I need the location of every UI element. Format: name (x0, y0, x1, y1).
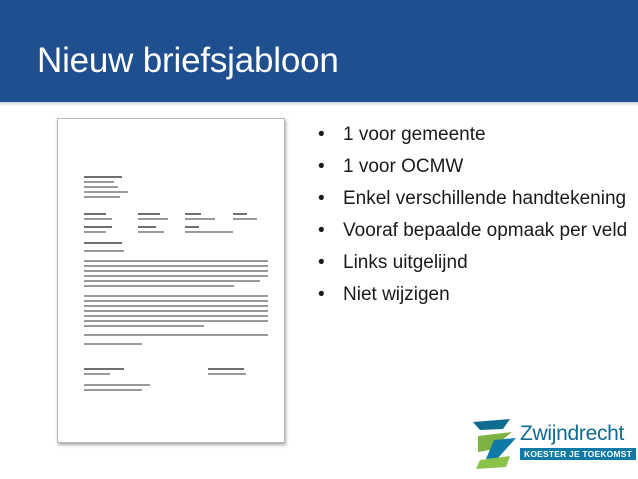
bullet-item (315, 219, 630, 243)
bullet-dot: • (318, 252, 325, 273)
logo-name: Zwijndrecht (520, 422, 625, 445)
bullet-item (315, 155, 630, 179)
bullet-text: Enkel verschillende handtekening (343, 188, 627, 209)
letter-template-thumbnail (57, 118, 285, 443)
bullet-dot: • (318, 188, 325, 209)
bullet-item (315, 123, 630, 147)
bullet-item (315, 251, 630, 275)
title-bar (0, 0, 638, 102)
bullet-dot: • (318, 124, 325, 145)
slide-title: Nieuw briefsjabloon (37, 41, 339, 80)
title-bar-shadow (0, 102, 638, 106)
bullet-text: 1 voor OCMW (343, 156, 464, 177)
bullet-text: Links uitgelijnd (343, 252, 468, 273)
bullet-dot: • (318, 156, 325, 177)
bullet-list (315, 123, 630, 315)
bullet-text: 1 voor gemeente (343, 124, 486, 145)
bullet-text: Niet wijzigen (343, 284, 450, 305)
bullet-dot: • (318, 284, 325, 305)
zwijndrecht-logo (470, 416, 633, 472)
bullet-dot: • (318, 220, 325, 241)
bullet-item (315, 187, 630, 211)
bullet-text: Vooraf bepaalde opmaak per veld (343, 220, 628, 241)
logo-slogan: KOESTER JE TOEKOMST (520, 448, 636, 460)
logo-mark-icon (470, 416, 518, 470)
bullet-item (315, 283, 630, 307)
